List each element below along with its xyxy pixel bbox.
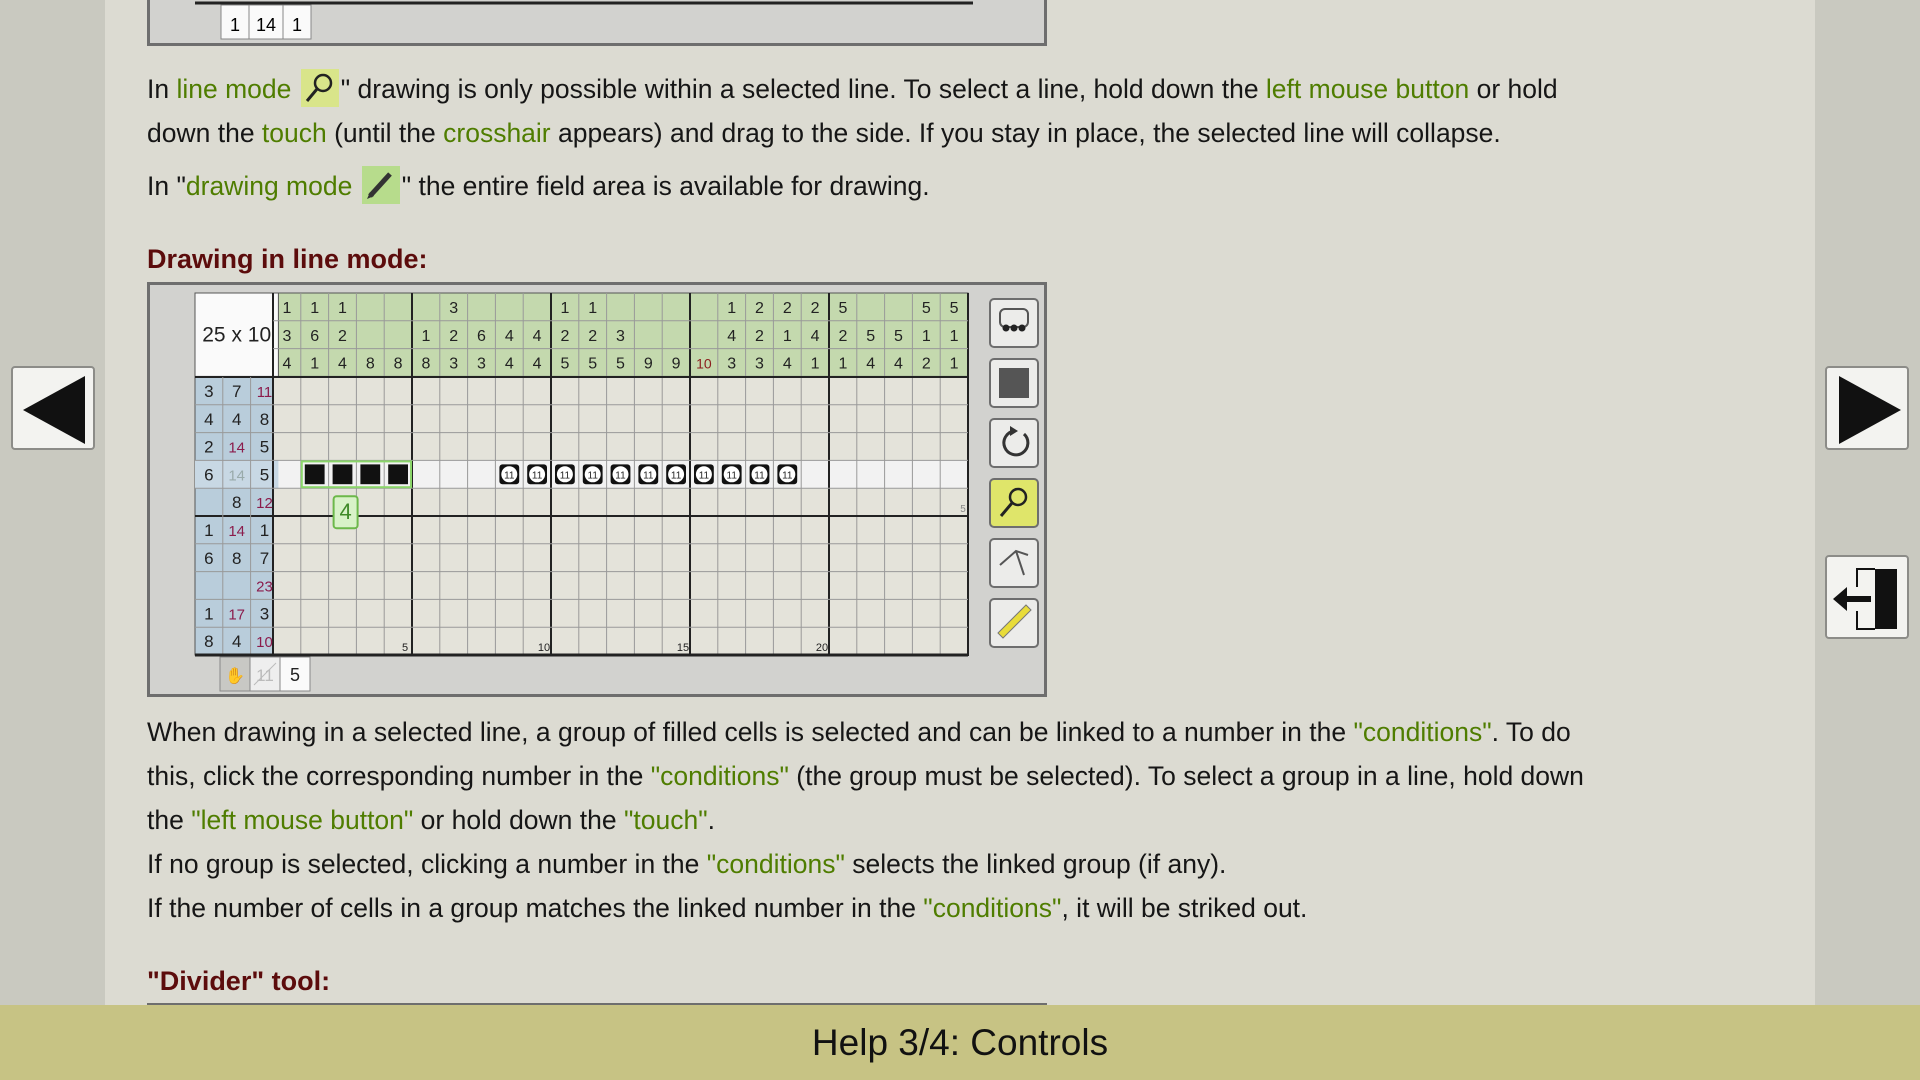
tool-button-divider[interactable] (990, 539, 1038, 587)
column-clue-number[interactable]: 1 (921, 327, 931, 345)
column-clue-number[interactable]: 1 (282, 300, 292, 317)
link-drawing-mode[interactable]: drawing mode (185, 171, 353, 201)
column-clue-number[interactable]: 5 (949, 300, 959, 317)
text: When drawing in a selected line, a group of filled cells is selected and can be linked to a number in the (147, 717, 1354, 747)
text: this, click the corresponding number in the (147, 761, 651, 791)
text: or hold (1469, 74, 1558, 104)
hand-icon: ✋ (225, 668, 245, 685)
linked-cell-label: 11 (726, 470, 737, 482)
column-clue-number[interactable]: 4 (532, 327, 542, 345)
column-clue-number[interactable]: 3 (755, 355, 764, 373)
row-clue-number[interactable]: 12 (256, 495, 273, 513)
group-size-tooltip-label: 4 (339, 499, 352, 525)
row-clue-number[interactable]: 4 (231, 632, 242, 652)
column-clue-number[interactable]: 8 (365, 355, 375, 373)
column-clue-number[interactable]: 9 (643, 355, 653, 373)
column-clue-number[interactable]: 2 (560, 327, 570, 345)
text: or hold down the (413, 805, 624, 835)
column-clue-number[interactable]: 1 (310, 300, 320, 317)
column-clue-number[interactable]: 8 (393, 355, 403, 373)
column-clue-number[interactable]: 5 (838, 300, 848, 317)
column-clue-number[interactable]: 6 (477, 327, 486, 345)
filled-cell[interactable] (333, 464, 353, 484)
column-clue-number[interactable]: 3 (282, 327, 292, 345)
column-clue-number[interactable]: 5 (866, 327, 876, 345)
link-conditions[interactable]: "conditions" (650, 761, 789, 791)
column-clue-number[interactable]: 2 (449, 327, 459, 345)
puzzle-size-label: 25 x 10 (202, 323, 272, 347)
strip-number: 1 (229, 15, 241, 35)
row-clue-number[interactable]: 17 (228, 606, 246, 624)
previous-puzzle-strip (150, 0, 1044, 43)
column-clue-number[interactable]: 4 (338, 355, 347, 373)
text: If no group is selected, clicking a number in the (147, 849, 707, 879)
column-clue-number[interactable]: 5 (616, 355, 625, 373)
strip-number: 1 (291, 15, 303, 35)
link-conditions[interactable]: "conditions" (1353, 717, 1492, 747)
filled-cell[interactable] (360, 464, 380, 484)
column-marker: 20 (815, 642, 829, 654)
column-clue-number[interactable]: 2 (921, 355, 931, 373)
column-clue-number[interactable]: 1 (310, 355, 320, 373)
intro-line-2 (147, 111, 1501, 155)
pencil-icon (362, 166, 400, 204)
more-icon-dot (1011, 325, 1018, 332)
line-mode-puzzle-image (147, 282, 1047, 697)
para2-line-3 (147, 798, 715, 842)
column-clue-number[interactable]: 3 (477, 355, 486, 373)
previous-page-button[interactable] (11, 366, 95, 450)
row-clue-number[interactable]: 23 (256, 578, 273, 596)
arrow-left-icon (13, 368, 97, 452)
more-icon-dot (1019, 325, 1026, 332)
column-clue-number[interactable]: 1 (949, 327, 959, 345)
row-clue-number[interactable]: 5 (259, 437, 270, 457)
column-clue-number[interactable]: 4 (504, 327, 514, 345)
row-clue-number[interactable]: 5 (259, 465, 270, 485)
filled-cell[interactable] (388, 464, 408, 484)
link-left-mouse-button[interactable]: left mouse button (1265, 74, 1470, 104)
text: (the group must be selected). To select a group in a line, hold down (788, 761, 1584, 791)
link-touch[interactable]: touch (261, 118, 327, 148)
text: down the (147, 118, 262, 148)
fill-icon (999, 368, 1029, 398)
linked-cell-label: 11 (643, 470, 654, 482)
filled-cell[interactable] (305, 464, 325, 484)
para2-line-2 (147, 754, 1584, 798)
link-conditions[interactable]: "conditions" (706, 849, 845, 879)
text: appears) and drag to the side. If you stay in place, the selected line will collapse. (550, 118, 1501, 148)
row-clue-number[interactable]: 8 (231, 493, 242, 513)
row-clue-number[interactable]: 1 (259, 521, 270, 540)
column-clue-number[interactable]: 1 (421, 327, 431, 345)
column-clue-number[interactable]: 1 (949, 355, 959, 373)
linked-cell-label: 11 (615, 470, 626, 482)
text: (until the (326, 118, 444, 148)
help-content (105, 0, 1815, 1005)
row-clue-number[interactable]: 4 (204, 409, 214, 429)
next-page-button[interactable] (1825, 366, 1909, 450)
column-clue-number[interactable]: 9 (671, 355, 681, 373)
linked-cell-label: 11 (531, 470, 543, 482)
column-clue-number[interactable]: 2 (782, 300, 792, 317)
column-clue-number[interactable]: 2 (338, 327, 347, 345)
column-clue-number[interactable]: 1 (588, 300, 598, 317)
arrow-right-icon (1827, 368, 1911, 452)
column-clue-number[interactable]: 2 (588, 327, 598, 345)
row-clue-number[interactable]: 8 (231, 548, 242, 568)
linked-cell-label: 11 (587, 470, 598, 482)
column-clue-number[interactable]: 2 (838, 327, 848, 345)
column-clue-number[interactable]: 4 (894, 355, 903, 373)
column-clue-number[interactable]: 3 (727, 355, 737, 373)
intro-line-1 (147, 67, 1558, 111)
row-clue-number[interactable]: 1 (204, 604, 214, 624)
text: In " (147, 171, 186, 201)
link-crosshair[interactable]: crosshair (443, 118, 551, 148)
row-clue-number[interactable]: 8 (204, 632, 214, 652)
column-clue-number[interactable]: 4 (727, 327, 737, 345)
linked-cell-label: 11 (754, 470, 765, 482)
linked-cell-label: 11 (782, 470, 793, 482)
linked-cell-label: 11 (504, 470, 515, 482)
row-clue-number[interactable]: 14 (228, 439, 246, 457)
column-clue-number[interactable]: 2 (755, 300, 764, 317)
column-clue-number[interactable]: 10 (696, 355, 712, 372)
column-clue-number[interactable]: 2 (810, 300, 820, 317)
row-clue-number[interactable]: 14 (228, 523, 246, 540)
exit-help-button[interactable] (1825, 555, 1909, 639)
row-clue-number[interactable]: 3 (204, 382, 214, 401)
text: , it will be striked out. (1061, 893, 1308, 923)
text: . To do (1491, 717, 1571, 747)
column-clue-number[interactable]: 3 (449, 300, 459, 317)
row-clue-number[interactable]: 6 (204, 465, 214, 485)
column-clue-number[interactable]: 5 (588, 355, 598, 373)
row-clue-number[interactable]: 4 (231, 409, 242, 429)
heading-divider-tool: "Divider" tool: (147, 966, 331, 996)
column-clue-number[interactable]: 1 (810, 355, 820, 373)
linked-cell-label: 11 (559, 470, 571, 482)
linked-cell-label: 11 (698, 470, 710, 482)
column-clue-number[interactable]: 1 (782, 327, 792, 345)
strip-number: 14 (255, 15, 277, 35)
row-clue-number[interactable]: 1 (204, 521, 214, 540)
row-clue-number[interactable]: 3 (259, 604, 270, 624)
column-marker: 5 (401, 642, 409, 654)
column-clue-number[interactable]: 5 (921, 300, 931, 317)
column-clue-number[interactable]: 5 (894, 327, 903, 345)
column-clue-number[interactable]: 4 (866, 355, 876, 373)
tool-button-more[interactable] (990, 299, 1038, 347)
column-marker: 10 (537, 642, 551, 654)
more-icon-dot (1003, 325, 1010, 332)
row-clue-number[interactable]: 2 (204, 437, 214, 457)
column-clue-number[interactable]: 8 (421, 355, 431, 373)
column-clue-number[interactable]: 5 (560, 355, 570, 373)
heading-line-mode: Drawing in line mode: (147, 244, 428, 274)
link-left-mouse-button[interactable]: "left mouse button" (191, 805, 414, 835)
row-clue-number[interactable]: 7 (259, 548, 270, 568)
previous-puzzle-image (147, 0, 1047, 46)
para2-line-1 (147, 710, 1571, 754)
column-clue-number[interactable]: 3 (616, 327, 625, 345)
text: the (147, 805, 192, 835)
row-clue-number[interactable]: 11 (256, 384, 273, 401)
column-clue-number[interactable]: 1 (338, 300, 347, 317)
struck-number: 11 (256, 666, 274, 685)
row-clue-number[interactable]: 14 (228, 467, 246, 485)
row-clue-number[interactable]: 7 (231, 382, 242, 401)
column-clue-number[interactable]: 3 (449, 355, 459, 373)
text: If the number of cells in a group matches the linked number in the (147, 893, 924, 923)
text: " the entire field area is available for drawing. (401, 171, 930, 201)
linked-cell-label: 11 (670, 470, 682, 482)
text: In (147, 74, 177, 104)
column-clue-number[interactable]: 4 (782, 355, 792, 373)
column-clue-number[interactable]: 4 (810, 327, 820, 345)
strip-number: 5 (289, 665, 301, 685)
text: . (707, 805, 715, 835)
row-clue-number[interactable]: 8 (259, 409, 270, 429)
text: " drawing is only possible within a selected line. To select a line, hold down the (340, 74, 1266, 104)
column-clue-number[interactable]: 4 (532, 355, 542, 373)
para2-line-4 (147, 842, 1226, 886)
para2-line-5 (147, 886, 1307, 930)
column-marker: 15 (676, 642, 690, 654)
intro-line-3 (147, 164, 930, 208)
link-conditions[interactable]: "conditions" (923, 893, 1062, 923)
column-clue-number[interactable]: 1 (560, 300, 570, 317)
column-clue-number[interactable]: 1 (838, 355, 848, 373)
column-clue-number[interactable]: 4 (282, 355, 292, 373)
line-mode-icon (301, 69, 339, 107)
column-clue-number[interactable]: 4 (504, 355, 514, 373)
footer-bar (0, 1005, 1920, 1080)
puzzle-grid (150, 285, 1044, 694)
row-clue-number[interactable]: 6 (204, 548, 214, 568)
row-marker: 5 (960, 504, 966, 515)
column-clue-number[interactable]: 1 (727, 300, 737, 317)
link-touch[interactable]: "touch" (623, 805, 708, 835)
page-title: Help 3/4: Controls (811, 1021, 1109, 1063)
row-clue-number[interactable]: 10 (256, 634, 273, 652)
column-clue-number[interactable]: 2 (755, 327, 764, 345)
exit-icon (1827, 557, 1911, 641)
link-line-mode[interactable]: line mode (176, 74, 292, 104)
column-clue-number[interactable]: 6 (310, 327, 320, 345)
tool-button-undo[interactable] (990, 419, 1038, 467)
text: selects the linked group (if any). (844, 849, 1227, 879)
